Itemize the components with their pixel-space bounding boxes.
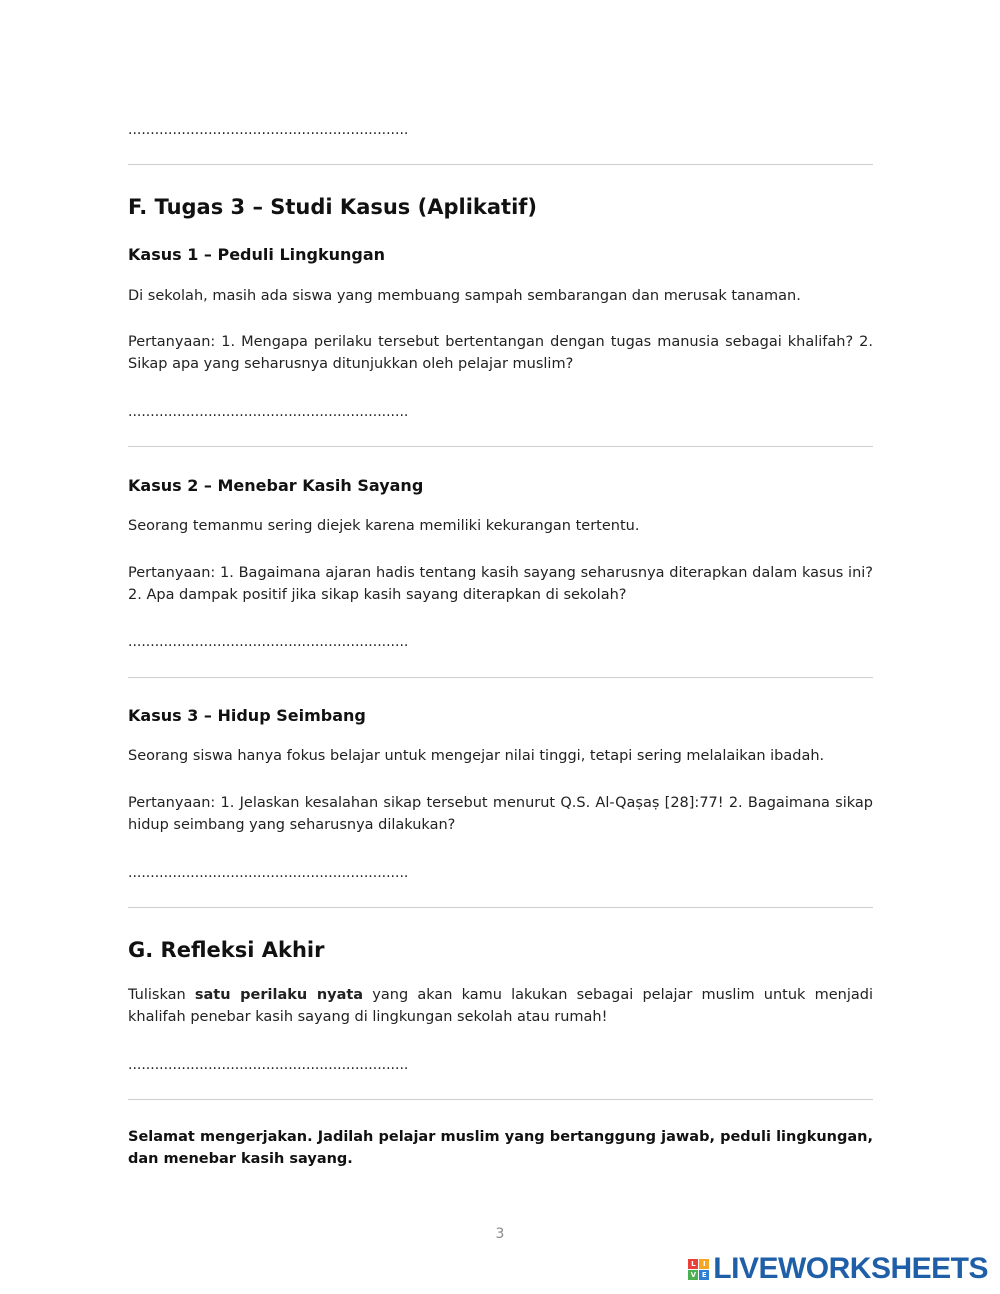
case-3-scenario: Seorang siswa hanya fokus belajar untuk mengejar nilai tinggi, tetapi sering melalaikan ibadah. <box>128 748 825 764</box>
logo-tile: I <box>699 1259 709 1269</box>
section-divider <box>128 907 873 908</box>
case-3-questions: Pertanyaan: 1. Jelaskan kesalahan sikap tersebut menurut Q.S. Al-Qaṣaṣ [28]:77! 2. Bagaimana sikap hidup seimbang yang seharusnya dilakukan? <box>128 795 873 833</box>
section-f-title: F. Tugas 3 – Studi Kasus (Aplikatif) <box>128 195 538 219</box>
section-divider <box>128 446 873 447</box>
liveworksheets-logo[interactable] <box>688 1253 988 1285</box>
reflection-prompt <box>128 984 873 1028</box>
section-divider <box>128 164 873 165</box>
case-2-answer-line[interactable]: ............................................................... <box>128 634 409 650</box>
case-1-scenario: Di sekolah, masih ada siswa yang membuang sampah sembarangan dan merusak tanaman. <box>128 288 801 304</box>
case-1-questions: Pertanyaan: 1. Mengapa perilaku tersebut bertentangan dengan tugas manusia sebagai khalifah? 2. Sikap apa yang seharusnya ditunjukkan oleh pelajar muslim? <box>128 334 873 372</box>
case-1-title: Kasus 1 – Peduli Lingkungan <box>128 245 386 264</box>
reflection-answer-line[interactable]: ............................................................... <box>128 1057 409 1073</box>
section-divider <box>128 1099 873 1100</box>
logo-tile: E <box>699 1270 709 1280</box>
case-3-title: Kasus 3 – Hidup Seimbang <box>128 706 366 725</box>
reflection-prompt-emphasis: satu perilaku nyata <box>194 987 364 1003</box>
case-2-scenario: Seorang temanmu sering diejek karena memiliki kekurangan tertentu. <box>128 518 640 534</box>
reflection-prompt-start: Tuliskan <box>128 987 195 1003</box>
case-3-answer-line[interactable]: ............................................................... <box>128 865 409 881</box>
closing-message: Selamat mengerjakan. Jadilah pelajar muslim yang bertanggung jawab, peduli lingkungan, dan menebar kasih sayang. <box>128 1129 873 1167</box>
liveworksheets-logo-icon <box>688 1259 709 1280</box>
case-2-title: Kasus 2 – Menebar Kasih Sayang <box>128 476 424 495</box>
answer-line-previous[interactable]: ............................................................... <box>128 122 409 138</box>
section-divider <box>128 677 873 678</box>
section-g-title: G. Refleksi Akhir <box>128 938 325 962</box>
liveworksheets-logo-text: LIVEWORKSHEETS <box>713 1252 988 1285</box>
logo-tile: V <box>688 1270 698 1280</box>
logo-tile: L <box>688 1259 698 1269</box>
reflection-prompt-end: yang akan kamu lakukan sebagai pelajar muslim untuk menjadi khalifah penebar kasih sayang di lingkungan sekolah atau rumah! <box>128 987 873 1025</box>
case-1-answer-line[interactable]: ............................................................... <box>128 404 409 420</box>
page-number: 3 <box>495 1226 505 1242</box>
case-2-questions: Pertanyaan: 1. Bagaimana ajaran hadis tentang kasih sayang seharusnya diterapkan dalam kasus ini? 2. Apa dampak positif jika sikap kasih sayang diterapkan di sekolah? <box>128 565 873 603</box>
